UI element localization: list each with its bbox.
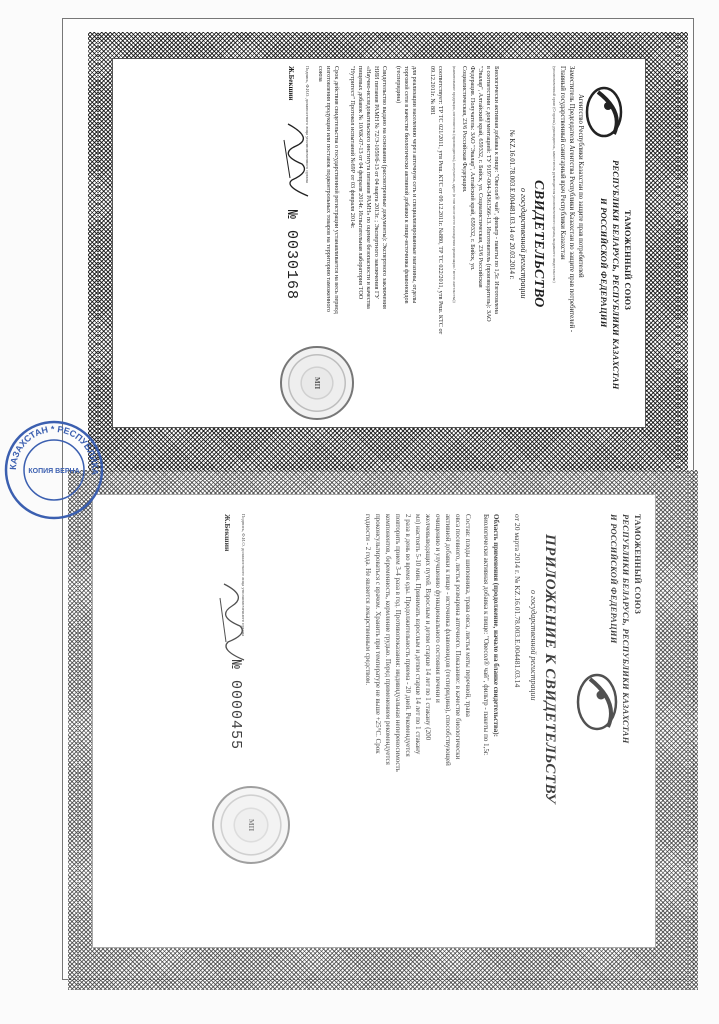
appendix-body-line-7: 2 раза в день во время еды. Продолжительность приема - 20 дней. Рекомендуется	[404, 514, 412, 757]
product-line-5: Социалистическая, 23/6 Российская Федерация.	[461, 66, 468, 193]
certificate-title: СВИДЕТЕЛЬСТВО	[531, 180, 546, 308]
appendix-body-line-11: годности - 2 года. Не является лекарственным средством.	[364, 514, 372, 686]
usage-line-1: для реализации населению через аптечную сеть и специализированные магазины, отделы	[411, 66, 418, 304]
appendix-title: ПРИЛОЖЕНИЕ К СВИДЕТЕЛЬСТВУ	[542, 534, 558, 804]
product-line-3: "Эвалар", Алтайский край, 659332, г. Бийск, ул. Социалистическая, 23/6 Российская	[477, 66, 484, 288]
appendix-body-line-2: овса посевного, листья розмарина аптечного. Показание: в качестве биологически	[454, 514, 462, 760]
appendix-body-line-8: повторить прием 3-4 раза в год. Противопоказания: индивидуальная непереносимость	[394, 514, 402, 772]
compliance-line-1: соответствует: ТР ТС 021/2011, утв Реш. КТС от 09.12.2011г. №880, ТР ТС 022/2011, утв Реш. КТС от	[437, 66, 444, 335]
appendix-date-number: от 20 марта 2014 г. № KZ.16.01.78.003.Е.004481.03.14	[513, 514, 522, 688]
product-line-1: Биологически активная добавка к пище: "Овесол® чай", фильтр - пакеты по 1,5г. Изготовлена	[493, 66, 500, 314]
appendix-body-line-4: очищению и улучшению функционального состояния печени и	[434, 514, 442, 703]
certificate-signature-icon	[278, 120, 318, 200]
appendix-signature-caption: Подпись, Ф.И.О. должностного лица уполномоченного органа	[241, 514, 246, 637]
certificate-serial-number: № 0030168	[283, 210, 300, 301]
appendix-body-line-5: желчевыводящих путей. Взрослым и детям старше 14 лет по 1 стакану (200	[424, 514, 432, 741]
issuer-line-3: Главный государственный санитарный врач Республики Казахстан	[559, 66, 566, 260]
appendix-subtitle: о государственной регистрации	[529, 590, 538, 701]
product-line-2: в соответствии с документацией: ТУ 9197-004-34361566-13. Изготовитель (производитель): ЗАО	[485, 66, 492, 322]
stamp-center-text: КОПИЯ ВЕРНА	[28, 468, 80, 475]
validity-line-2: изготовления продукции или поставок подконтрольных товаров на территорию таможенного	[325, 66, 332, 312]
certificate-content	[112, 60, 640, 424]
customs-union-emblem-icon	[580, 84, 628, 140]
certificate-signature-caption: Подпись, Ф.И.О. должностного лица уполномоченного органа	[305, 66, 310, 183]
compliance-line-2: 09.12.2011г. № 881	[429, 66, 436, 116]
appendix-body-line-1: Состав: плоды шиповника, трава овса, листья мяты перечной, трава	[464, 514, 472, 717]
appendix-scope-label: Область применения (продолжение, начало на бланке свидетельства):	[492, 514, 500, 737]
basis-line-1: Свидетельство выдано на основании (рассмотренные документы): Экспертного заключения	[381, 66, 388, 309]
appendix-body-line-10: проконсультироваться с врачом. Хранить при температуре не выше +25°С. Срок	[374, 514, 382, 754]
appendix-signer-name: Ж.Бекшин	[223, 514, 232, 552]
appendix-body-line-6: мл) настоять 5-10 мин. Принимать взрослым и детям старше 14 лет по 1 стакану	[414, 514, 422, 755]
basis-line-5: "Нутритест" Протокол испытаний №69Р от 03 февраля 2014г.	[349, 66, 356, 229]
appendix-header-line-3: И РОССИЙСКОЙ ФЕДЕРАЦИИ	[609, 514, 618, 644]
certificate-header-line-3: И РОССИЙСКОЙ ФЕДЕРАЦИИ	[599, 198, 608, 328]
appendix-signature-icon	[214, 580, 254, 664]
basis-line-3: «Научно-исследовательского института питания РАМН» по оценке безопасности и качества	[365, 66, 372, 309]
certificate-header-line-1: ТАМОЖЕННЫЙ СОЮЗ	[623, 210, 632, 311]
issuer-line-2: Заместитель Председателя Агентства Республики Казахстан по защите прав потребителей -	[568, 66, 575, 333]
stamp-ring-text: КАЗАХСТАН * РЕСПУБЛИКА	[7, 423, 101, 476]
validity-line-3: союза	[317, 66, 324, 82]
appendix-body-line-9: компонентов, беременность, кормление грудью. Перед применением рекомендуется	[384, 514, 392, 765]
product-caption: (наименование продукции, изготовитель (производитель), получатель, адрес (в том числе место нахождения организации / место жительства))	[452, 66, 456, 303]
appendix-body-line-3: активной добавки к пище - источника флавоноидов (гесперидина), способствующей	[444, 514, 452, 766]
usage-line-2: торговой сети в качестве биологически активной добавки к пище-источника флавоноидов	[403, 66, 410, 304]
certificate-seal: МП	[280, 346, 354, 420]
blue-copy-stamp	[2, 418, 106, 522]
basis-line-4: пищевых добавок № 10/6К-07-13 от 04 февраля 2014г. Испытательная лаборатория ТОО	[357, 66, 364, 300]
certificate-signer-name: Ж.Бекшин	[287, 66, 295, 101]
appendix-emblem-icon	[570, 670, 624, 734]
appendix-header-line-2: РЕСПУБЛИКИ БЕЛАРУСЬ, РЕСПУБЛИКИ КАЗАХСТАН	[621, 514, 630, 744]
certificate-header-line-2: РЕСПУБЛИКИ БЕЛАРУСЬ, РЕСПУБЛИКИ КАЗАХСТАН	[611, 160, 620, 390]
appendix-content	[96, 500, 650, 940]
basis-line-2: НИИ питания РАМН № 72/Э-1059/б-13 от 04 марта 2013г. ; Экспертного заключения ГУ	[373, 66, 380, 299]
appendix-scope-text: Биологически активная добавка к пище: "Овесол® чай", фильтр - пакеты по 1,5г.	[482, 514, 490, 756]
appendix-seal: МП	[212, 786, 290, 864]
appendix-serial-number: № 0000455	[227, 660, 244, 751]
certificate-subtitle: о государственной регистрации	[519, 188, 528, 299]
product-line-4: Федерация. Получатель: ЗАО "Эвалар", Алтайский край, 659332, г. Бийск, ул.	[469, 66, 476, 271]
issuer-line-1: Агентство Республики Казахстан по защите прав потребителей	[577, 94, 584, 278]
certificate-number: № KZ.16.01.78.003.Е.004481.03.14 от 20.03.2014 г.	[508, 130, 516, 280]
appendix-header-line-1: ТАМОЖЕННЫЙ СОЮЗ	[633, 514, 642, 615]
usage-line-3: (гесперидина)	[395, 66, 402, 104]
issuer-caption: (уполномоченный орган (Стороны), руководитель, заместитель руководителя уполномоченного органа, выдавшего свидетельство)	[552, 66, 556, 283]
validity-line-1: Срок действия свидетельства о государственной регистрации устанавливается на весь период	[333, 66, 340, 314]
